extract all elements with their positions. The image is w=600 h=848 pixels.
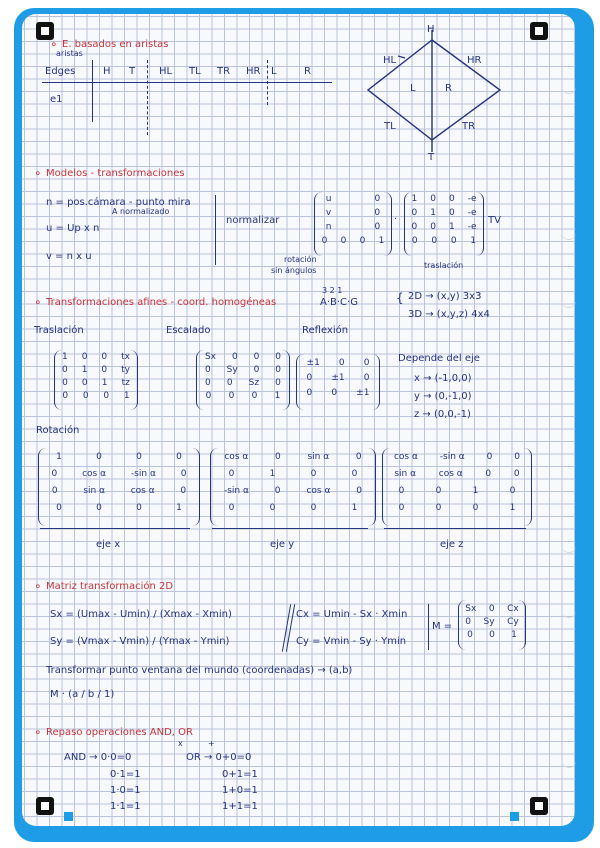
matrix-cell: 0 (51, 469, 58, 479)
dims-2d: 2D → (x,y) 3x3 (408, 291, 482, 302)
matrix-cell: 0 (374, 194, 381, 204)
matrix-row (39, 503, 199, 520)
dims-3d: 3D → (x,y,z) 4x4 (408, 309, 490, 320)
matrix-cell: 0 (310, 503, 317, 513)
matrix-cell: 0 (204, 365, 211, 375)
matrix-cell: 1 (472, 486, 479, 496)
matrix-cell: Sz (248, 378, 260, 388)
matrix-cell: 1 (511, 630, 517, 640)
section-bullet: ∘ (34, 295, 42, 309)
matrix-cell: cos α (393, 452, 418, 462)
matrix-row (459, 617, 525, 630)
matrix-row (55, 365, 137, 378)
matrix-cell: 0 (331, 388, 338, 398)
matrix-cell: 0 (62, 378, 68, 388)
matrix-cell: 0 (340, 236, 347, 246)
formula-cy: Cy = Vmin - Sy · Ymin (296, 636, 407, 647)
matrix-cell: 0 (269, 503, 276, 513)
diagram-label-hr: HR (467, 55, 482, 66)
matrix-cell: 0 (228, 469, 235, 479)
matrix-cell: 0 (228, 391, 235, 401)
and-line-4: 1·1=1 (110, 801, 141, 812)
matrix-row (405, 222, 483, 236)
matrix-cell: Sy (226, 365, 238, 375)
matrix-cell: cos α (130, 486, 155, 496)
matrix-cell: 1 (351, 503, 358, 513)
matrix-cell: 0 (205, 378, 211, 388)
matrix-multiply-sign: · (394, 214, 398, 225)
matrix-cell: Sy (483, 617, 495, 627)
matrix-reflexion (296, 354, 380, 410)
matrix-row (405, 236, 483, 250)
matrix-cell: 0 (488, 604, 495, 614)
order-abcg: A·B·C·G (320, 297, 358, 308)
matrix-cell: 0 (411, 222, 418, 232)
and-line-3: 1·0=1 (110, 785, 141, 796)
th-hl: HL (159, 66, 173, 77)
formula-m-ab: M · (a / b / 1) (50, 689, 115, 700)
diagram-label-t: T (428, 152, 435, 163)
label-m: M = (432, 621, 453, 632)
heading-matriz-2d: Matriz transformación 2D (46, 581, 174, 592)
matrix-cell: v (325, 208, 332, 218)
brace-eje-x (40, 528, 190, 529)
matrix-row (405, 194, 483, 208)
heading-afines: Transformaciones afines - coord. homogéneas (46, 297, 277, 308)
matrix-cell: 0 (489, 630, 495, 640)
and-symbol: x (178, 739, 183, 748)
matrix-row (383, 503, 531, 520)
formula-sx: Sx = (Umax - Umin) / (Xmax - Xmin) (50, 609, 232, 620)
matrix-cell: 0 (321, 236, 328, 246)
matrix-cell: 0 (253, 352, 260, 362)
matrix-cell: 0 (226, 378, 233, 388)
matrix-row (211, 503, 375, 520)
matrix-cell: 1 (56, 452, 62, 462)
matrix-cell: 1 (101, 378, 108, 388)
matrix-cell: 0 (180, 469, 187, 479)
matrix-cell: 0 (398, 486, 405, 496)
matrix-cell: tx (121, 352, 130, 362)
matrix-row (315, 194, 391, 208)
matrix-cell: cos α (82, 469, 107, 479)
diagram-label-hl: HL (383, 55, 397, 66)
matrix-cell: 0 (306, 388, 313, 398)
matrix-row (297, 388, 379, 403)
matrix-row (55, 391, 137, 404)
matrix-cell: 0 (431, 236, 438, 246)
matrix-cell: 0 (176, 452, 182, 462)
matrix-cell: 0 (513, 469, 520, 479)
or-line-4: 1+1=1 (222, 801, 258, 812)
matrix-cell: 0 (103, 391, 110, 401)
matrix-cell: cos α (306, 486, 331, 496)
formula-u: u = Up x n (46, 223, 100, 234)
matrix-rotacion-z (382, 448, 532, 526)
eje-z-vec: z → (0,0,-1) (414, 409, 471, 420)
matrix-row (383, 452, 531, 469)
matrix-cell: 0 (435, 503, 442, 513)
th-t: T (129, 66, 136, 77)
matrix-cell: 0 (338, 358, 345, 368)
matrix-cell: 0 (62, 391, 69, 401)
matrix-cell: 0 (355, 452, 362, 462)
matrix-translation-view (404, 192, 484, 256)
or-line-2: 0+1=1 (222, 769, 258, 780)
matrix-cell: -e (467, 222, 477, 232)
matrix-cell: Cy (507, 617, 519, 627)
matrix-cell: 0 (231, 352, 238, 362)
formula-sy: Sy = (Vmax - Vmin) / (Ymax - Ymin) (50, 636, 230, 647)
matrix-cell: 0 (253, 365, 260, 375)
matrix-row (459, 630, 525, 643)
and-line-2: 0·1=1 (110, 769, 141, 780)
note-normalizado: A normalizado (112, 207, 170, 216)
matrix-cell: 0 (450, 236, 457, 246)
th-l: L (271, 66, 277, 77)
matrix-row (405, 208, 483, 222)
matrix-cell: 0 (363, 373, 370, 383)
matrix-escalado (196, 350, 290, 410)
matrix-cell: 0 (430, 222, 436, 232)
matrix-cell: 1 (269, 469, 276, 479)
note-sin-angulos: sin ángulos (271, 266, 317, 275)
matrix-cell: ±1 (331, 373, 345, 383)
matrix-cell: 1 (430, 208, 436, 218)
matrix-cell: 0 (275, 352, 282, 362)
matrix-cell: 0 (81, 378, 88, 388)
matrix-row (211, 486, 375, 503)
matrix-row (315, 208, 391, 222)
matrix-cell: 0 (82, 391, 89, 401)
matrix-cell: 0 (275, 378, 281, 388)
matrix-cell: ±1 (356, 388, 370, 398)
th-edges: Edges (45, 66, 76, 77)
matrix-cell: 0 (136, 503, 142, 513)
matrix-cell: 0 (356, 486, 363, 496)
or-line-1: OR → 0+0=0 (186, 752, 252, 763)
label-reflexion: Reflexión (302, 325, 349, 336)
matrix-cell: 0 (306, 373, 313, 383)
matrix-cell: 0 (274, 486, 281, 496)
matrix-cell: ty (121, 365, 130, 375)
formula-v: v = n x u (46, 251, 92, 262)
matrix-cell: 0 (51, 486, 58, 496)
eje-y-vec: y → (0,-1,0) (414, 391, 472, 402)
matrix-rotation-view (314, 192, 392, 256)
matrix-cell: 1 (176, 503, 182, 513)
matrix-cell: tz (121, 378, 130, 388)
table-row-e1: e1 (50, 94, 63, 105)
matrix-cell: ±1 (306, 358, 320, 368)
label-escalado: Escalado (166, 325, 211, 336)
divider-vertical (215, 195, 216, 265)
matrix-cell: 0 (411, 236, 418, 246)
diagram-label-r: R (445, 83, 452, 94)
matrix-row (297, 358, 379, 373)
th-tl: TL (189, 66, 201, 77)
matrix-row (39, 469, 199, 486)
diagram-label-l: L (410, 83, 416, 94)
annotation-aristas: aristas (56, 49, 83, 58)
matrix-row (315, 236, 391, 250)
matrix-row (197, 391, 289, 404)
formula-n: n = pos.cámara - punto mira (46, 197, 191, 208)
or-line-3: 1+0=1 (222, 785, 258, 796)
matrix-cell: 1 (61, 352, 68, 362)
matrix-cell: -sin α (439, 452, 465, 462)
eje-x-vec: x → (-1,0,0) (414, 373, 472, 384)
matrix-cell: 0 (101, 365, 108, 375)
matrix-2d (458, 600, 526, 650)
matrix-row (39, 486, 199, 503)
th-r: R (304, 66, 311, 77)
matrix-cell: Sx (465, 604, 477, 614)
matrix-cell: 0 (374, 222, 381, 232)
heading-edges: E. basados en aristas (62, 39, 169, 50)
matrix-cell: -e (467, 194, 477, 204)
matrix-cell: 1 (509, 503, 516, 513)
brace-eje-z (384, 528, 526, 529)
matrix-cell: 0 (275, 365, 282, 375)
section-bullet: ∘ (34, 725, 42, 739)
label-eje-y: eje y (270, 539, 295, 550)
matrix-row (211, 452, 375, 469)
label-eje-z: eje z (440, 539, 464, 550)
matrix-cell: 0 (448, 194, 455, 204)
matrix-cell: 1 (470, 236, 477, 246)
matrix-row (297, 373, 379, 388)
matrix-cell: 0 (467, 630, 473, 640)
matrix-cell: 0 (275, 452, 281, 462)
heading-repaso: Repaso operaciones AND, OR (46, 727, 193, 738)
matrix-cell: 0 (411, 208, 418, 218)
matrix-cell: Sx (204, 352, 217, 362)
matrix-row (55, 378, 137, 391)
matrix-row (211, 469, 375, 486)
matrix-rotacion-y (210, 448, 376, 526)
matrix-cell: 0 (465, 617, 471, 627)
matrix-cell: 0 (430, 194, 436, 204)
brace-eje-y (212, 528, 368, 529)
matrix-cell: -e (467, 208, 477, 218)
matrix-cell: 0 (101, 352, 108, 362)
note-traslacion: traslación (424, 261, 464, 270)
divider-vertical (428, 604, 429, 650)
matrix-row (383, 486, 531, 503)
matrix-cell: sin α (83, 486, 105, 496)
matrix-traslacion (54, 350, 138, 410)
matrix-cell: 1 (274, 391, 281, 401)
order-top: 3 2 1 (322, 286, 343, 295)
matrix-cell: 0 (448, 208, 455, 218)
matrix-row (315, 222, 391, 236)
matrix-cell: 1 (81, 365, 88, 375)
matrix-rotacion-x (38, 448, 200, 526)
matrix-row (459, 604, 525, 617)
matrix-cell: cos α (438, 469, 463, 479)
matrix-cell: 0 (228, 503, 235, 513)
matrix-row (55, 352, 137, 365)
matrix-cell: 0 (363, 358, 370, 368)
matrix-cell: 1 (378, 236, 385, 246)
diagram-label-tl: TL (384, 121, 396, 132)
matrix-cell: 0 (485, 469, 492, 479)
label-normalizar: normalizar (226, 215, 280, 226)
label-depende-eje: Depende del eje (398, 353, 480, 364)
matrix-cell: 0 (81, 352, 88, 362)
matrix-cell: 0 (310, 469, 317, 479)
matrix-row (197, 352, 289, 365)
matrix-cell: cos α (224, 452, 249, 462)
note-rotacion: rotación (284, 255, 317, 264)
diagram-label-tr: TR (462, 121, 476, 132)
matrix-cell: 0 (136, 452, 142, 462)
matrix-cell: -sin α (130, 469, 156, 479)
matrix-cell: n (325, 222, 332, 232)
th-h: H (103, 66, 111, 77)
matrix-cell: 0 (514, 452, 521, 462)
diagram-label-h: H (427, 24, 435, 35)
matrix-cell: Cx (507, 604, 519, 614)
heading-modelos: Modelos - transformaciones (46, 168, 185, 179)
text-transformar: Transformar punto ventana del mundo (coordenadas) → (a,b) (46, 665, 353, 676)
matrix-cell: 0 (351, 469, 358, 479)
matrix-cell: -sin α (223, 486, 249, 496)
matrix-cell: 0 (205, 391, 212, 401)
matrix-cell: 1 (411, 194, 418, 204)
matrix-row (197, 378, 289, 391)
matrix-cell: 0 (180, 486, 187, 496)
matrix-cell: 0 (359, 236, 366, 246)
matrix-cell: sin α (307, 452, 330, 462)
formula-cx: Cx = Umin - Sx · Xmin (296, 609, 408, 620)
th-tr: TR (217, 66, 231, 77)
matrix-cell: 1 (448, 222, 455, 232)
label-rotacion: Rotación (36, 425, 80, 436)
matrix-cell: 0 (374, 208, 381, 218)
matrix-row (383, 469, 531, 486)
th-hr: HR (246, 66, 261, 77)
matrix-cell: u (325, 194, 332, 204)
matrix-cell: 0 (61, 365, 68, 375)
matrix-cell: 0 (435, 486, 442, 496)
matrix-cell: 1 (123, 391, 130, 401)
matrix-cell: sin α (394, 469, 417, 479)
matrix-cell: 0 (56, 503, 62, 513)
matrix-cell: 0 (96, 452, 102, 462)
brace: { (396, 291, 404, 305)
matrix-cell: 0 (472, 503, 479, 513)
and-line-1: AND → 0·0=0 (64, 752, 132, 763)
section-bullet: ∘ (50, 37, 58, 51)
label-traslacion: Traslación (34, 325, 84, 336)
section-bullet: ∘ (34, 579, 42, 593)
matrix-cell: 0 (96, 503, 102, 513)
matrix-row (197, 365, 289, 378)
matrix-cell: 0 (398, 503, 405, 513)
section-bullet: ∘ (34, 166, 42, 180)
matrix-row (39, 452, 199, 469)
matrix-cell: 0 (486, 452, 493, 462)
or-symbol: + (208, 739, 215, 748)
matrix-cell: 0 (251, 391, 258, 401)
label-tv: TV (488, 215, 501, 226)
matrix-cell: 0 (509, 486, 516, 496)
label-eje-x: eje x (96, 539, 121, 550)
